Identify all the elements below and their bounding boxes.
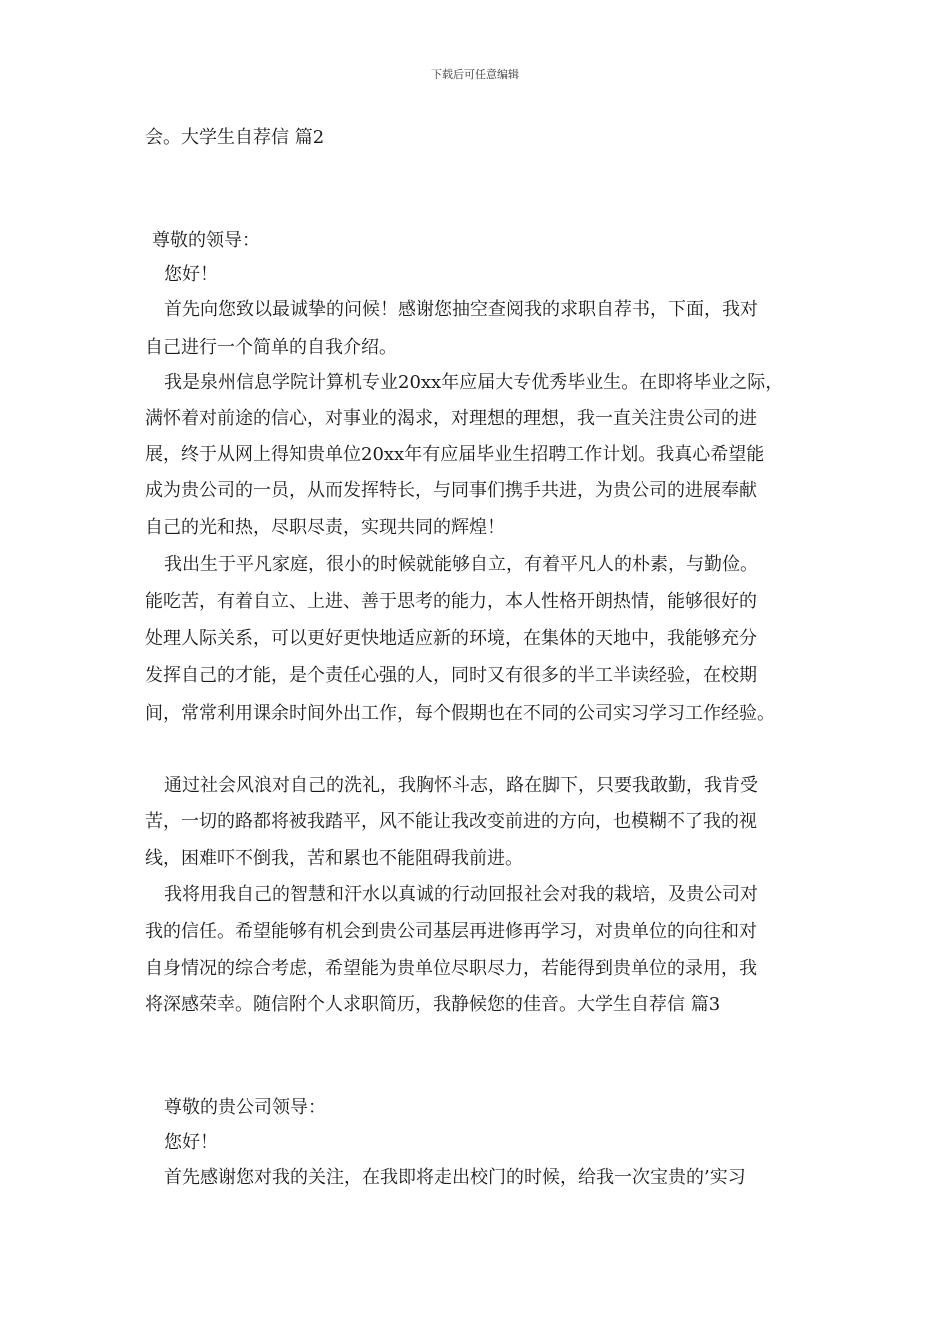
paragraph-line: 将深感荣幸。随信附个人求职简历，我静候您的佳音。大学生自荐信 篇3 bbox=[145, 994, 721, 1015]
paragraph-line: 间，常常利用课余时间外出工作，每个假期也在不同的公司实习学习工作经验。 bbox=[145, 703, 775, 724]
paragraph-line: 我出生于平凡家庭，很小的时候就能够自立，有着平凡人的朴素，与勤俭。 bbox=[164, 554, 758, 575]
paragraph-line: 首先向您致以最诚挚的问候！感谢您抽空查阅我的求职自荐书，下面，我对 bbox=[164, 299, 758, 320]
paragraph-line: 首先感谢您对我的关注，在我即将走出校门的时候，给我一次宝贵的’实习 bbox=[164, 1167, 746, 1188]
paragraph-line: 发挥自己的才能，是个责任心强的人，同时又有很多的半工半读经验，在校期 bbox=[145, 665, 757, 686]
paragraph-line: 能吃苦，有着自立、上进、善于思考的能力，本人性格开朗热情，能够很好的 bbox=[145, 591, 757, 612]
paragraph-line: 处理人际关系，可以更好更快地适应新的环境，在集体的天地中，我能够充分 bbox=[145, 628, 757, 649]
paragraph-line: 我是泉州信息学院计算机专业20xx年应届大专优秀毕业生。在即将毕业之际， bbox=[164, 372, 784, 393]
paragraph-line: 满怀着对前途的信心，对事业的渴求，对理想的理想，我一直关注贵公司的进 bbox=[145, 408, 757, 429]
paragraph-line: 我将用我自己的智慧和汗水以真诚的行动回报社会对我的栽培，及贵公司对 bbox=[164, 884, 758, 905]
paragraph-line: 会。大学生自荐信 篇2 bbox=[145, 127, 325, 148]
paragraph-line: 成为贵公司的一员，从而发挥特长，与同事们携手共进，为贵公司的进展奉献 bbox=[145, 480, 757, 501]
paragraph-line: 通过社会风浪对自己的洗礼，我胸怀斗志，路在脚下，只要我敢勤，我肯受 bbox=[164, 775, 758, 796]
paragraph-line: 展，终于从网上得知贵单位20xx年有应届毕业生招聘工作计划。我真心希望能 bbox=[145, 444, 765, 465]
greeting: 您好！ bbox=[164, 1132, 218, 1153]
salutation: 尊敬的领导： bbox=[152, 230, 260, 251]
paragraph-line: 自己进行一个简单的自我介绍。 bbox=[145, 337, 397, 358]
paragraph-line: 自身情况的综合考虑，希望能为贵单位尽职尽力，若能得到贵单位的录用，我 bbox=[145, 958, 757, 979]
paragraph-line: 线，困难吓不倒我，苦和累也不能阻碍我前进。 bbox=[145, 848, 523, 869]
paragraph-line: 自己的光和热，尽职尽责，实现共同的辉煌！ bbox=[145, 517, 505, 538]
paragraph-line: 苦，一切的路都将被我踏平，风不能让我改变前进的方向，也模糊不了我的视 bbox=[145, 811, 757, 832]
salutation: 尊敬的贵公司领导： bbox=[164, 1097, 326, 1118]
page-header: 下载后可任意编辑 bbox=[431, 68, 519, 81]
greeting: 您好！ bbox=[164, 264, 218, 285]
paragraph-line: 我的信任。希望能够有机会到贵公司基层再进修再学习，对贵单位的向往和对 bbox=[145, 921, 757, 942]
